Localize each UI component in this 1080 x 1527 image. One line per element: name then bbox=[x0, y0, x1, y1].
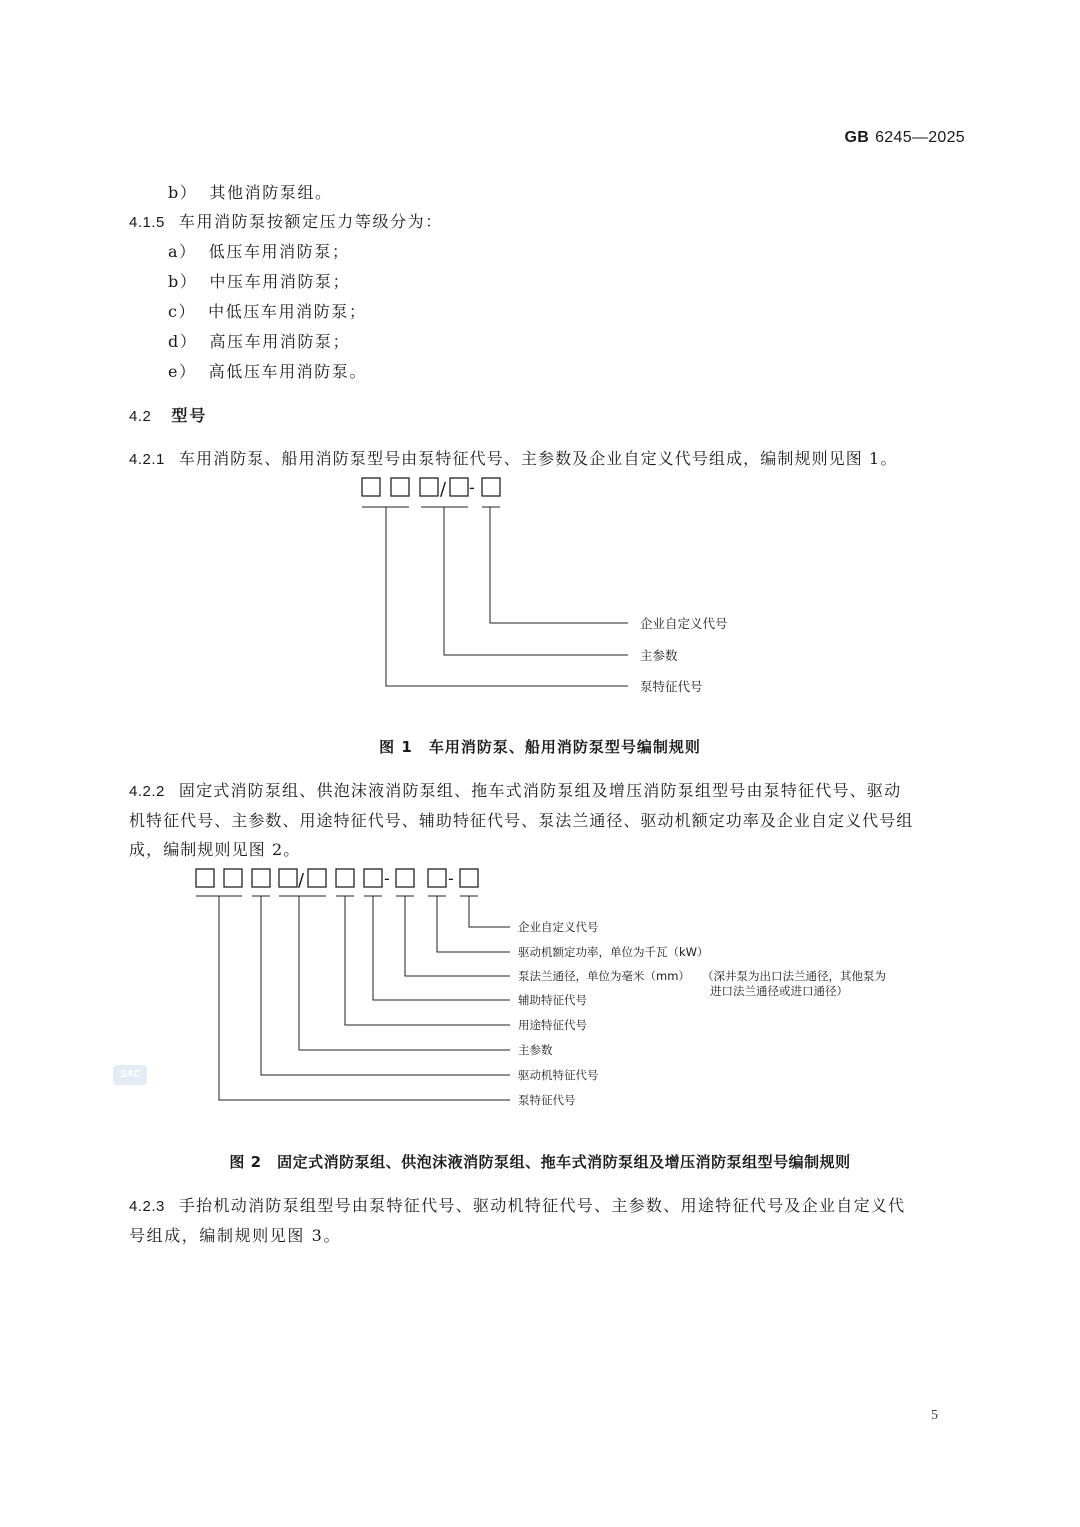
section-number: 4.2 bbox=[129, 408, 152, 425]
figure-2-label: 驱动机特征代号 bbox=[518, 1068, 599, 1082]
code-dash: - bbox=[448, 869, 454, 888]
clause-text: 车用消防泵、船用消防泵型号由泵特征代号、主参数及企业自定义代号组成，编制规则见图 1。 bbox=[178, 449, 898, 468]
figure-2-code-boxes bbox=[196, 869, 478, 887]
clause-text-line: 成，编制规则见图 2。 bbox=[129, 840, 301, 859]
standard-prefix: GB bbox=[844, 129, 870, 146]
list-item-label: d） bbox=[168, 332, 198, 351]
figure-2-label: 主参数 bbox=[518, 1043, 553, 1057]
sac-watermark-logo: SAC bbox=[113, 1065, 147, 1085]
code-dash: - bbox=[384, 869, 390, 888]
figure-2-label: 驱动机额定功率，单位为千瓦（kW） bbox=[518, 945, 709, 959]
list-item-label: b） bbox=[168, 183, 198, 202]
figure-2-caption: 图 2 固定式消防泵组、供泡沫液消防泵组、拖车式消防泵组及增压消防泵组型号编制规则 bbox=[229, 1153, 851, 1171]
code-dash: - bbox=[469, 478, 475, 497]
clause-text: 固定式消防泵组、供泡沫液消防泵组、拖车式消防泵组及增压消防泵组型号由泵特征代号、驱动 bbox=[178, 781, 902, 800]
clause-text-line: 号组成，编制规则见图 3。 bbox=[129, 1226, 342, 1245]
list-item-text: 低压车用消防泵； bbox=[208, 242, 350, 261]
section-title: 型号 bbox=[171, 406, 208, 425]
figure-1-label: 主参数 bbox=[640, 648, 678, 663]
code-slash: / bbox=[440, 479, 447, 500]
list-item-text: 中压车用消防泵； bbox=[209, 272, 351, 291]
standard-number: 6245—2025 bbox=[875, 129, 965, 146]
figure-2-label: 泵法兰通径，单位为毫米（mm） bbox=[518, 969, 690, 983]
clause-text-line: 机特征代号、主参数、用途特征代号、辅助特征代号、泵法兰通径、驱动机额定功率及企业自定义代号组 bbox=[129, 811, 914, 830]
list-item-text: 高压车用消防泵； bbox=[209, 332, 351, 351]
page-number: 5 bbox=[931, 1408, 938, 1423]
list-item-label: e） bbox=[168, 362, 197, 381]
code-box bbox=[460, 869, 478, 887]
figure-2-label: 用途特征代号 bbox=[518, 1018, 587, 1032]
code-slash: / bbox=[298, 870, 305, 891]
clause-number: 4.1.5 bbox=[129, 214, 165, 231]
list-item-text: 其他消防泵组。 bbox=[209, 183, 333, 202]
clause-4-2-3 bbox=[129, 1193, 905, 1216]
list-item-text: 高低压车用消防泵。 bbox=[208, 362, 368, 381]
list-item-label: c） bbox=[168, 302, 197, 321]
code-box bbox=[224, 869, 242, 887]
figure-1-label: 企业自定义代号 bbox=[640, 616, 728, 631]
figure-1-label: 泵特征代号 bbox=[640, 679, 703, 694]
code-box bbox=[364, 869, 382, 887]
code-box bbox=[396, 869, 414, 887]
figure-2-note: （深井泵为出口法兰通径，其他泵为 bbox=[702, 969, 886, 983]
clause-text: 手抬机动消防泵组型号由泵特征代号、驱动机特征代号、主参数、用途特征代号及企业自定义代 bbox=[178, 1196, 906, 1215]
code-box bbox=[428, 869, 446, 887]
clause-text: 车用消防泵按额定压力等级分为： bbox=[178, 212, 443, 231]
list-item-label: b） bbox=[168, 272, 198, 291]
figure-2-label: 辅助特征代号 bbox=[518, 993, 587, 1007]
code-box bbox=[279, 869, 297, 887]
code-box bbox=[308, 869, 326, 887]
clause-number: 4.2.1 bbox=[129, 451, 165, 468]
list-item-label: a） bbox=[168, 242, 197, 261]
figure-2-leader-lines bbox=[196, 896, 510, 1100]
list-item-text: 中低压车用消防泵； bbox=[208, 302, 367, 321]
figure-2-label: 企业自定义代号 bbox=[518, 920, 599, 934]
clause-number: 4.2.3 bbox=[129, 1198, 165, 1215]
figure-1-caption: 图 1 车用消防泵、船用消防泵型号编制规则 bbox=[379, 738, 701, 756]
code-box bbox=[336, 869, 354, 887]
clause-number: 4.2.2 bbox=[129, 783, 165, 800]
code-box bbox=[196, 869, 214, 887]
figure-2-note: 进口法兰通径或进口通径） bbox=[710, 984, 848, 998]
code-box bbox=[252, 869, 270, 887]
figure-2-label: 泵特征代号 bbox=[518, 1093, 576, 1107]
